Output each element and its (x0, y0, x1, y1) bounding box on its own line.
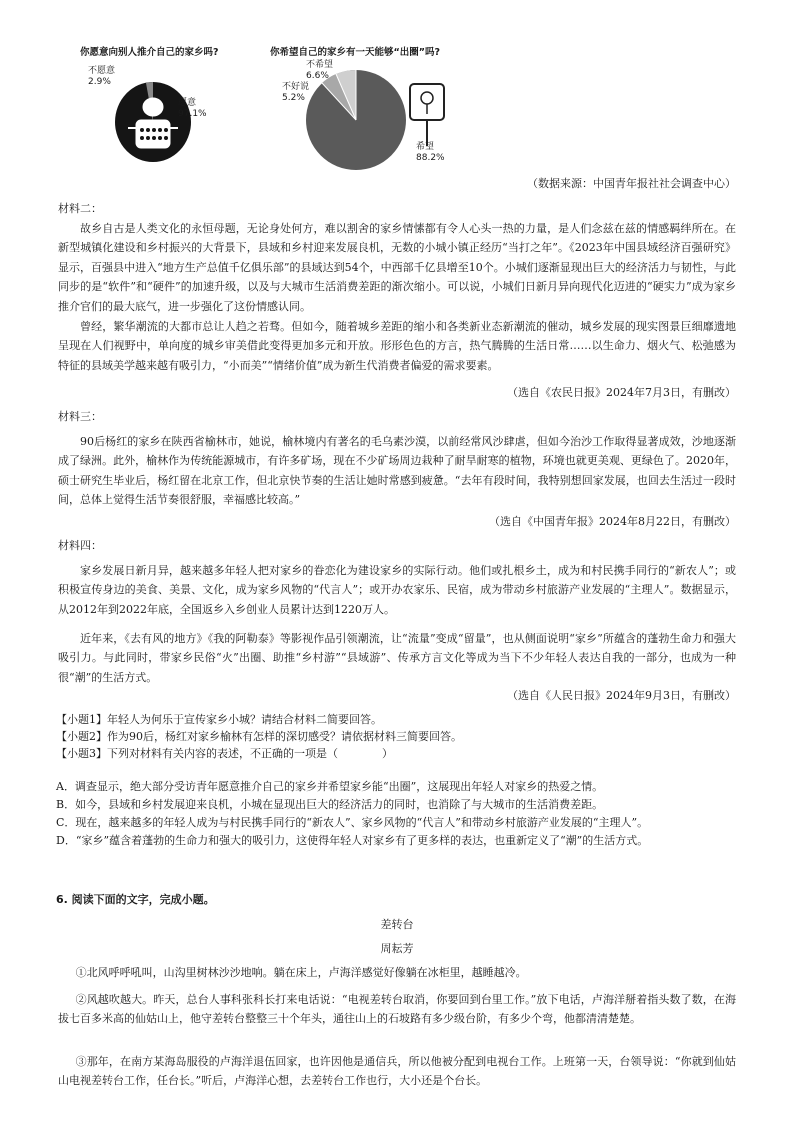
material4-para1: 家乡发展日新月异，越来越多年轻人把对家乡的眷恋化为建设家乡的实际行动。他们或扎根乡土，成为和村民携手同行的“新农人”；或积极宣传身边的美食、美景、文化，成为家乡风物的“代言人”；或开办农家乐、民宿，成为带动乡村旅游产业发展的“主理人”。数据显示，从2012年到2022年底，全国返乡入乡创业人员累计达到1220万人。 (58, 564, 736, 616)
material3-para1: 90后杨红的家乡在陕西省榆林市，她说，榆林境内有著名的毛乌素沙漠，以前经常风沙肆虐，但如今治沙工作取得显著成效，沙地逐渐成了绿洲。此外，榆林作为传统能源城市，有许多矿场，现在不少矿场周边栽种了耐旱耐寒的植物，环境也就更美观、更绿色了。2020年，硕士研究生毕业后，杨红留在北京工作，但北京快节奏的生活让她时常感到疲惫。“去年有段时间，我特别想回家发展，也回去生活过一段时间，总体上觉得生活节奏很舒服，幸福感比较高。” (58, 435, 736, 507)
chart2-label-nohope: 不希望 6.6% (306, 60, 334, 81)
chart2-label-unsure: 不好说 5.2% (282, 82, 310, 103)
option-a: A．调查显示，绝大部分受访青年愿意推介自己的家乡并希望家乡能“出圈”，这展现出年轻人对家乡的热爱之情。 (56, 780, 604, 793)
chart1-label-willing: 愿意 97.1% (178, 98, 207, 119)
question6-heading: 6. 阅读下面的文字，完成小题。 (56, 893, 215, 906)
material3-source: （选自《中国青年报》2024年8月22日，有删改） (489, 515, 736, 528)
material3-heading: 材料三： (58, 410, 102, 423)
sign-tree-icon (410, 84, 444, 146)
chart1-label-unwilling: 不愿意 2.9% (88, 66, 116, 87)
question-item: 【小题1】年轻人为何乐于宣传家乡小城？请结合材料二简要回答。 (56, 713, 382, 726)
story-title: 差转台 (380, 918, 414, 931)
material4-heading: 材料四： (58, 539, 102, 552)
material2-heading: 材料二： (58, 202, 102, 215)
option-d: D．“家乡”蕴含着蓬勃的生命力和强大的吸引力，这使得年轻人对家乡有了更多样的表达，也重新定义了“潮”的生活方式。 (56, 834, 649, 847)
chart1-title: 你愿意向别人推介自己的家乡吗? (80, 47, 219, 58)
chart1-pie (108, 72, 198, 172)
question-list (56, 711, 736, 762)
story-para1: ①北风呼呼吼叫，山沟里树林沙沙地响。躺在床上，卢海洋感觉好像躺在冰柜里，越睡越冷。 (75, 966, 527, 979)
option-list (56, 778, 746, 849)
question-item: 【小题2】作为90后，杨红对家乡榆林有怎样的深切感受？请依据材料三简要回答。 (56, 730, 462, 743)
material4-source: （选自《人民日报》2024年9月3日，有删改） (507, 689, 736, 702)
chart2-label-hope: 希望 88.2% (416, 142, 445, 163)
story-para2: ②风越吹越大。昨天，总台人事科张科长打来电话说：“电视差转台取消，你要回到台里工作。”放下电话，卢海洋掰着指头数了数，在海拔七百多米高的仙姑山上，他守差转台整整三十个年头，通往山上的石坡路有多少级台阶，有多少个弯，他都清清楚楚。 (58, 993, 736, 1026)
question-item: 【小题3】下列对材料有关内容的表述，不正确的一项是（ ） (56, 747, 393, 760)
material4-para2: 近年来，《去有风的地方》《我的阿勒泰》等影视作品引领潮流，让“流量”变成“留量”，也从侧面说明“家乡”所蕴含的蓬勃生命力和强大吸引力。与此同时，带家乡民俗“火”出圈、助推“乡村游”“县域游”、传承方言文化等成为当下不少年轻人表达自我的一部分，也成为一种很“潮”的生活方式。 (58, 632, 736, 684)
material2-para2: 曾经，繁华潮流的大都市总让人趋之若骛。但如今，随着城乡差距的缩小和各类新业态新潮流的催动，城乡发展的现实图景巨细靡遗地呈现在人们视野中，单向度的城乡审美借此变得更加多元和开放。形形色色的方言，热气腾腾的生活日常……以生命力、烟火气、松弛感为特征的县域美学越来越有吸引力，“小而美”“情绪价值”成为新生代消费者偏爱的需求要素。 (58, 320, 736, 372)
story-para3: ③那年，在南方某海岛服役的卢海洋退伍回家，也许因他是通信兵，所以他被分配到电视台工作。上班第一天，台领导说：“你就到仙姑山电视差转台工作，任台长。”听后，卢海洋心想，去差转台工作也行，大小还是个台长。 (58, 1055, 736, 1088)
option-b: B．如今，县域和乡村发展迎来良机，小城在显现出巨大的经济活力的同时，也消除了与大城市的生活消费差距。 (56, 798, 604, 811)
chart2-title: 你希望自己的家乡有一天能够“出圈”吗? (270, 47, 440, 58)
source-chart: （数据来源：中国青年报社社会调查中心） (527, 177, 736, 190)
option-c: C．现在，越来越多的年轻人成为与村民携手同行的“新农人”、家乡风物的“代言人”和带动乡村旅游产业发展的“主理人”。 (56, 816, 649, 829)
material2-source: （选自《农民日报》2024年7月3日，有删改） (507, 386, 736, 399)
story-author: 周耘芳 (380, 942, 414, 955)
material2-para1: 故乡自古是人类文化的永恒母题，无论身处何方，难以割舍的家乡情愫都有令人心头一热的力量，是人们念兹在兹的情感羁绊所在。在新型城镇化建设和乡村振兴的大背景下，县域和乡村迎来发展良机，无数的小城小镇正经历“当打之年”。《2023年中国县域经济百强研究》显示，百强县中进入“地方生产总值千亿俱乐部”的县域达到54个，中西部千亿县增至10个。小城们逐渐显现出巨大的经济活力与韧性，与此同步的是“软件”和“硬件”的加速升级，以及与大城市生活消费差距的渐次缩小。可以说，小城们日新月异向现代化迈进的“硬实力”成为家乡推介官们的最大底气，进一步强化了这份情感认同。 (58, 222, 736, 313)
